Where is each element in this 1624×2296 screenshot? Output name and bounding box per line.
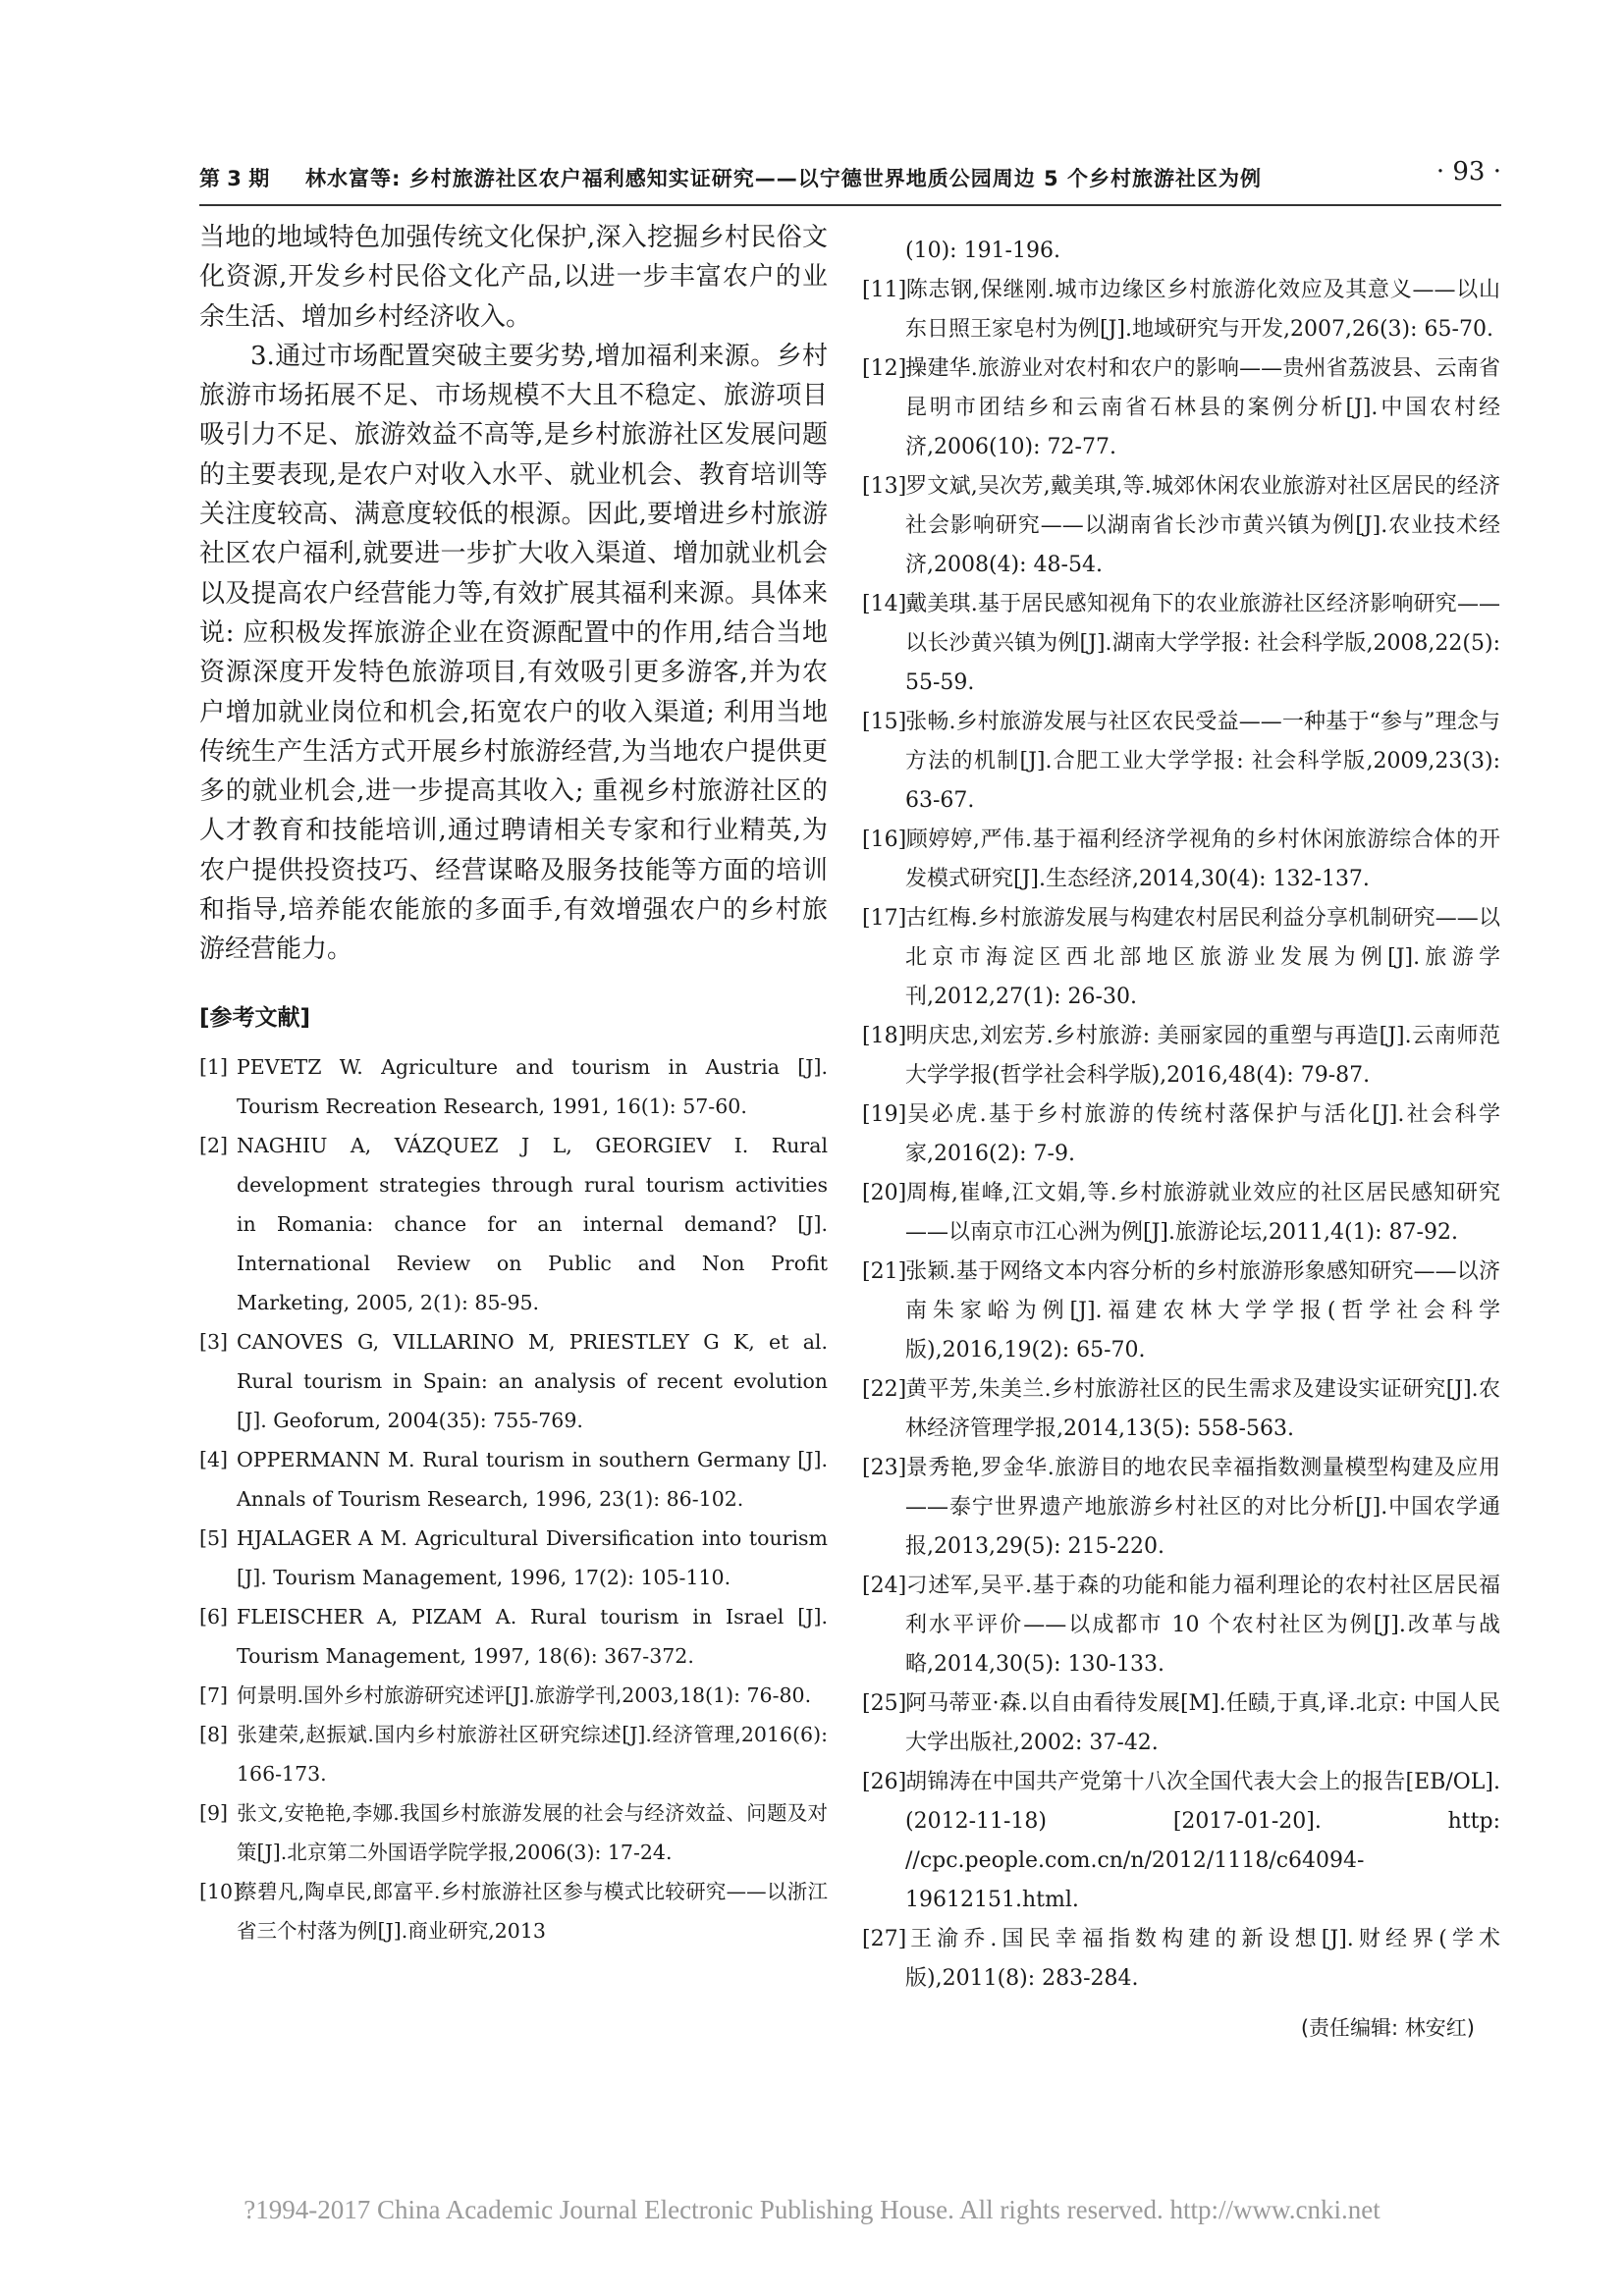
reference-text: 明庆忠,刘宏芳.乡村旅游: 美丽家园的重塑与再造[J].云南师范大学学报(哲学社会科学版),2016,48(4): 79-87. <box>905 1024 1500 1088</box>
reference-item <box>199 1676 828 1715</box>
copyright-footer: ?1994-2017 China Academic Journal Electronic Publishing House. All rights reserved. http://www.cnki.net <box>244 2195 1380 2224</box>
reference-item <box>199 1322 828 1440</box>
reference-number: [5] <box>199 1525 229 1550</box>
reference-item <box>862 467 1500 585</box>
reference-item <box>199 1597 828 1676</box>
reference-item <box>862 1763 1500 1920</box>
reference-item <box>862 1449 1500 1567</box>
reference-item <box>862 1370 1500 1449</box>
reference-item <box>862 1253 1500 1370</box>
reference-text: 何景明.国外乡村旅游研究述评[J].旅游学刊,2003,18(1): 76-80. <box>237 1682 812 1707</box>
reference-number: [2] <box>199 1133 229 1157</box>
reference-text: 吴必虎.基于乡村旅游的传统村落保护与活化[J].社会科学家,2016(2): 7-9. <box>905 1102 1500 1166</box>
reference-text: 张颖.基于网络文本内容分析的乡村旅游形象感知研究——以济南朱家峪为例[J].福建农林大学学报(哲学社会科学版),2016,19(2): 65-70. <box>905 1259 1500 1362</box>
reference-number: [8] <box>199 1722 229 1746</box>
reference-number: [26] <box>862 1770 907 1794</box>
reference-number: [12] <box>862 356 907 381</box>
reference-number: [18] <box>862 1024 907 1048</box>
reference-number: [7] <box>199 1682 229 1707</box>
reference-number: [14] <box>862 592 907 616</box>
references-list-left <box>199 1047 828 1950</box>
reference-text: CANOVES G, VILLARINO M, PRIESTLEY G K, et al. Rural tourism in Spain: an analysis of recent evolution [J]. Geoforum, 2004(35): 755-769. <box>237 1329 828 1432</box>
reference-text: 刁述军,吴平.基于森的功能和能力福利理论的农村社区居民福利水平评价——以成都市 10 个农村社区为例[J].改革与战略,2014,30(5): 130-133. <box>905 1574 1500 1677</box>
reference-number: [21] <box>862 1259 907 1284</box>
reference-item <box>199 1440 828 1519</box>
reference-text: 古红梅.乡村旅游发展与构建农村居民利益分享机制研究——以北京市海淀区西北部地区旅游业发展为例[J].旅游学刊,2012,27(1): 26-30. <box>905 906 1500 1009</box>
reference-number: [19] <box>862 1102 907 1127</box>
left-column <box>199 218 828 1950</box>
reference-item <box>199 1519 828 1597</box>
running-header <box>199 157 1501 196</box>
reference-item <box>199 1047 828 1126</box>
editor-wrap <box>862 1999 1500 2057</box>
reference-text: FLEISCHER A, PIZAM A. Rural tourism in Israel [J]. Tourism Management, 1997, 18(6): 367-372. <box>237 1604 828 1668</box>
reference-item <box>199 1793 828 1872</box>
reference-text: 阿马蒂亚·森.以自由看待发展[M].任赜,于真,译.北京: 中国人民大学出版社,2002: 37-42. <box>905 1691 1500 1755</box>
reference-item <box>862 1684 1500 1763</box>
running-title: 林水富等: 乡村旅游社区农户福利感知实证研究——以宁德世界地质公园周边 5 个乡村旅游社区为例 <box>305 167 1262 190</box>
reference-item <box>862 1095 1500 1174</box>
reference-text: 周梅,崔峰,江文娟,等.乡村旅游就业效应的社区居民感知研究——以南京市江心洲为例[J].旅游论坛,2011,4(1): 87-92. <box>905 1181 1500 1245</box>
reference-item <box>862 1920 1500 1999</box>
reference-number: [9] <box>199 1800 229 1825</box>
reference-text: 景秀艳,罗金华.旅游目的地农民幸福指数测量模型构建及应用——泰宁世界遗产地旅游乡村社区的对比分析[J].中国农学通报,2013,29(5): 215-220. <box>905 1456 1500 1559</box>
reference-text: NAGHIU A, VÁZQUEZ J L, GEORGIEV I. Rural development strategies through rural tourism activities in Romania: chance for an internal demand? [J]. International Review on Public and Non Profit Marketing, 2005, 2(1): 85-95. <box>237 1133 828 1314</box>
reference-text: HJALAGER A M. Agricultural Diversification into tourism [J]. Tourism Management, 1996, 17(2): 105-110. <box>237 1525 828 1589</box>
reference-item <box>199 1126 828 1322</box>
header-rule <box>199 204 1501 206</box>
reference-text: 张文,安艳艳,李娜.我国乡村旅游发展的社会与经济效益、问题及对策[J].北京第二外国语学院学报,2006(3): 17-24. <box>237 1800 828 1864</box>
reference-item <box>199 1872 828 1950</box>
reference-text: 陈志钢,保继刚.城市边缘区乡村旅游化效应及其意义——以山东日照王家皂村为例[J].地域研究与开发,2007,26(3): 65-70. <box>905 278 1500 342</box>
reference-item <box>862 1017 1500 1095</box>
reference-item <box>862 1174 1500 1253</box>
reference-number: [11] <box>862 278 907 302</box>
reference-text: PEVETZ W. Agriculture and tourism in Austria [J]. Tourism Recreation Research, 1991, 16(1): 57-60. <box>237 1054 828 1118</box>
references-list-right <box>862 271 1500 1999</box>
reference-item <box>862 1567 1500 1684</box>
reference-number: [15] <box>862 710 907 734</box>
reference-continuation: (10): 191-196. <box>905 239 1060 263</box>
body-paragraph-1: 当地的地域特色加强传统文化保护,深入挖掘乡村民俗文化资源,开发乡村民俗文化产品,以进一步丰富农户的业余生活、增加乡村经济收入。 <box>199 223 828 332</box>
reference-number: [25] <box>862 1691 907 1716</box>
reference-number: [16] <box>862 828 907 852</box>
reference-number: [23] <box>862 1456 907 1480</box>
reference-number: [24] <box>862 1574 907 1598</box>
reference-number: [13] <box>862 474 907 499</box>
reference-text: 张建荣,赵振斌.国内乡村旅游社区研究综述[J].经济管理,2016(6): 166-173. <box>237 1722 828 1786</box>
reference-text: 罗文斌,吴次芳,戴美琪,等.城郊休闲农业旅游对社区居民的经济社会影响研究——以湖南省长沙市黄兴镇为例[J].农业技术经济,2008(4): 48-54. <box>905 474 1500 577</box>
reference-item <box>862 821 1500 899</box>
reference-text: 张畅.乡村旅游发展与社区农民受益——一种基于“参与”理念与方法的机制[J].合肥工业大学学报: 社会科学版,2009,23(3): 63-67. <box>905 710 1500 813</box>
reference-item <box>862 271 1500 349</box>
reference-text: 王渝乔.国民幸福指数构建的新设想[J].财经界(学术版),2011(8): 283-284. <box>905 1927 1500 1991</box>
reference-number: [20] <box>862 1181 907 1205</box>
reference-number: [3] <box>199 1329 229 1354</box>
reference-text: 顾婷婷,严伟.基于福利经济学视角的乡村休闲旅游综合体的开发模式研究[J].生态经济,2014,30(4): 132-137. <box>905 828 1500 891</box>
references-heading: [参考文献] <box>199 1004 311 1031</box>
issue-label: 第 3 期 <box>199 167 270 190</box>
reference-item <box>862 349 1500 467</box>
reference-item <box>862 703 1500 821</box>
reference-number: [4] <box>199 1447 229 1471</box>
reference-text: 蔡碧凡,陶卓民,郎富平.乡村旅游社区参与模式比较研究——以浙江省三个村落为例[J].商业研究,2013 <box>237 1879 828 1943</box>
reference-item <box>862 899 1500 1017</box>
reference-number: [10] <box>199 1879 242 1903</box>
editor-note: (责任编辑: 林安红) <box>1300 2016 1475 2040</box>
reference-text: OPPERMANN M. Rural tourism in southern Germany [J]. Annals of Tourism Research, 1996, 23(1): 86-102. <box>237 1447 828 1511</box>
reference-number: [6] <box>199 1604 229 1629</box>
reference-number: [22] <box>862 1377 907 1402</box>
right-column <box>862 232 1500 2057</box>
reference-text: 胡锦涛在中国共产党第十八次全国代表大会上的报告[EB/OL].(2012-11-18) [2017-01-20]. http: //cpc.people.com.cn/n/2012/1118/c64094-19612151.html. <box>905 1770 1500 1912</box>
reference-text: 操建华.旅游业对农村和农户的影响——贵州省荔波县、云南省昆明市团结乡和云南省石林县的案例分析[J].中国农村经济,2006(10): 72-77. <box>905 356 1500 459</box>
reference-item <box>862 585 1500 703</box>
reference-item <box>199 1715 828 1793</box>
body-paragraph-2: 3.通过市场配置突破主要劣势,增加福利来源。乡村旅游市场拓展不足、市场规模不大且不稳定、旅游项目吸引力不足、旅游效益不高等,是乡村旅游社区发展问题的主要表现,是农户对收入水平、就业机会、教育培训等关注度较高、满意度较低的根源。因此,要增进乡村旅游社区农户福利,就要进一步扩大收入渠道、增加就业机会以及提高农户经营能力等,有效扩展其福利来源。具体来说: 应积极发挥旅游企业在资源配置中的作用,结合当地资源深度开发特色旅游项目,有效吸引更多游客,并为农户增加就业岗位和机会,拓宽农户的收入渠道; 利用当地传统生产生活方式开展乡村旅游经营,为当地农户提供更多的就业机会,进一步提高其收入; 重视乡村旅游社区的人才教育和技能培训,通过聘请相关专家和行业精英,为农户提供投资技巧、经营谋略及服务技能等方面的培训和指导,培养能农能旅的多面手,有效增强农户的乡村旅游经营能力。 <box>199 341 828 965</box>
page-number: · 93 · <box>1435 157 1501 187</box>
reference-text: 戴美琪.基于居民感知视角下的农业旅游社区经济影响研究——以长沙黄兴镇为例[J].湖南大学学报: 社会科学版,2008,22(5): 55-59. <box>905 592 1500 695</box>
reference-number: [1] <box>199 1054 229 1079</box>
reference-number: [17] <box>862 906 907 931</box>
reference-text: 黄平芳,朱美兰.乡村旅游社区的民生需求及建设实证研究[J].农林经济管理学报,2014,13(5): 558-563. <box>905 1377 1500 1441</box>
reference-number: [27] <box>862 1927 907 1951</box>
